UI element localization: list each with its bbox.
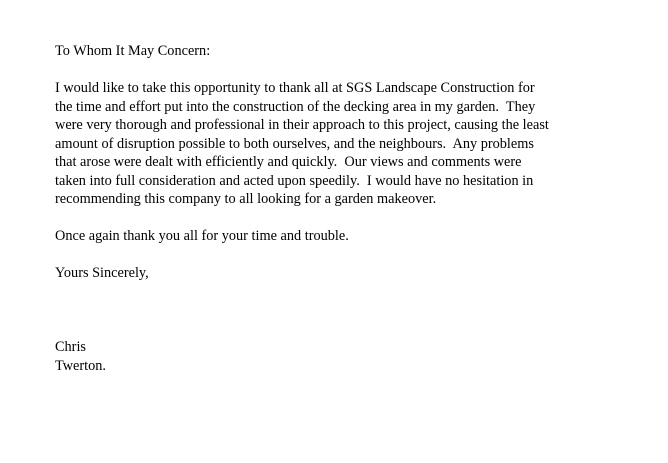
signature-first-name: Chris xyxy=(55,339,86,355)
paragraph-line: the time and effort put into the construction of the decking area in my garden. They xyxy=(55,98,536,115)
signature-block xyxy=(55,338,655,375)
paragraph-line: amount of disruption possible to both ourselves, and the neighbours. Any problems xyxy=(55,135,534,152)
paragraph-line: taken into full consideration and acted upon speedily. I would have no hesitation in xyxy=(55,172,534,189)
signoff: Yours Sincerely, xyxy=(55,265,149,281)
body-paragraph xyxy=(55,79,655,209)
paragraph-line: I would like to take this opportunity to thank all at SGS Landscape Construction for xyxy=(55,80,535,96)
signature-last-name: Twerton. xyxy=(55,357,107,374)
paragraph-line: were very thorough and professional in their approach to this project, causing the least xyxy=(55,117,549,133)
salutation: To Whom It May Concern: xyxy=(55,43,211,59)
letter xyxy=(55,42,655,375)
paragraph-line: recommending this company to all looking for a garden makeover. xyxy=(55,191,437,207)
paragraph-line: that arose were dealt with efficiently and quickly. Our views and comments were xyxy=(55,154,522,170)
closing-paragraph: Once again thank you all for your time and trouble. xyxy=(55,228,349,244)
